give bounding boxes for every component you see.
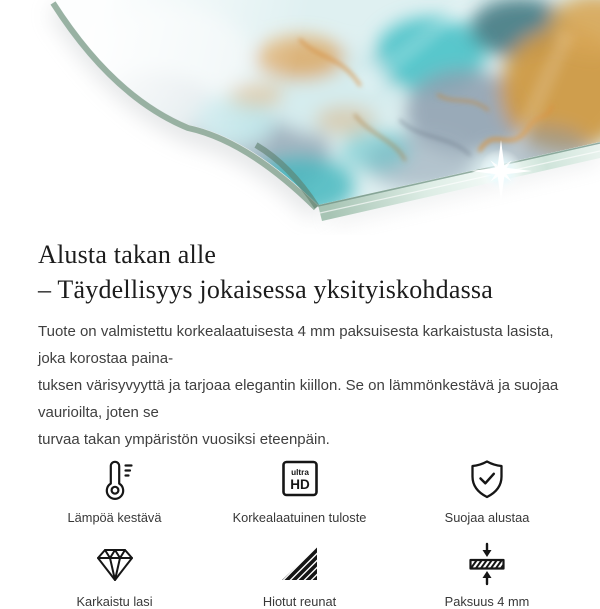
feature-label: Karkaistu lasi (76, 594, 153, 609)
thickness-icon (459, 541, 515, 587)
feature-tempered-glass (32, 541, 197, 609)
feature-label: Korkealaatuinen tuloste (232, 510, 367, 525)
description-text (38, 318, 568, 453)
ultra-hd-icon (272, 457, 328, 503)
feature-label: Suojaa alustaa (444, 510, 530, 525)
shield-check-icon (459, 457, 515, 503)
feature-protects-surface (402, 457, 572, 525)
feature-heat-resistant (32, 457, 197, 525)
description-line: turvaa takan ympäristön vuosiksi eteenpäin. (38, 431, 330, 448)
feature-grid (32, 457, 572, 609)
thermometer-icon (87, 457, 143, 503)
hd-text: HD (289, 477, 310, 492)
feature-polished-edges (197, 541, 402, 609)
page-title (38, 237, 600, 307)
feature-label: Paksuus 4 mm (444, 594, 530, 609)
ultra-text: ultra (290, 468, 309, 477)
feature-ultra-hd-print (197, 457, 402, 525)
description-line: tuksen värisyvyyttä ja tarjoaa elegantin kiillon. Se on lämmönkestävä ja suojaa vaurioilta, joten se (38, 377, 559, 421)
description-line: Tuote on valmistettu korkealaatuisesta 4 mm paksuisesta karkaistusta lasista, joka korostaa paina- (38, 323, 554, 367)
heading-line-2: – Täydellisyys jokaisessa yksityiskohdassa (38, 275, 493, 304)
glass-panel-photo (0, 0, 600, 235)
diamond-icon (87, 541, 143, 587)
beveled-edge-icon (272, 541, 328, 587)
feature-label: Hiotut reunat (262, 594, 337, 609)
product-image (0, 0, 600, 235)
feature-thickness (402, 541, 572, 609)
heading-line-1: Alusta takan alle (38, 240, 217, 269)
feature-label: Lämpöä kestävä (67, 510, 162, 525)
